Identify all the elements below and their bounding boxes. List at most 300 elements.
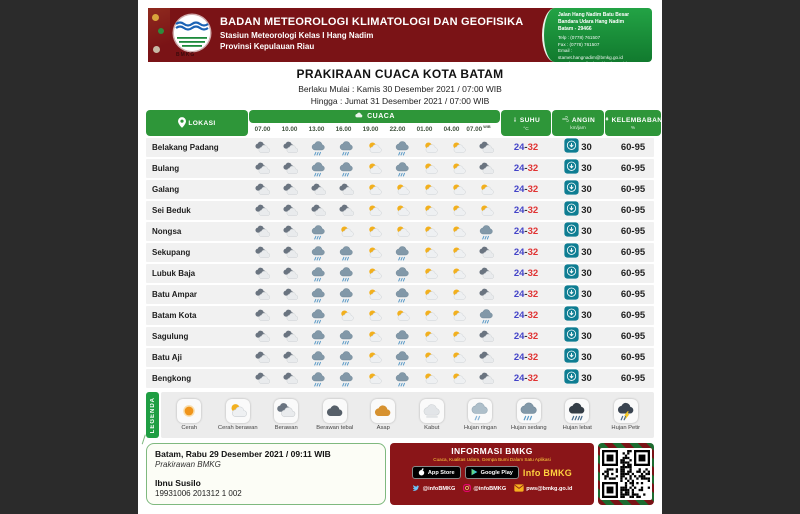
temp-min: 24 [513, 142, 525, 153]
google-play-label: Google Play [480, 469, 513, 476]
hujan-sedang-icon [389, 327, 416, 346]
forecast-row [146, 348, 654, 367]
temperature-range: 24 - 32 [513, 226, 539, 237]
wind-speed: 30 [581, 163, 592, 174]
wind-speed: 30 [581, 331, 592, 342]
footer [146, 443, 654, 505]
column-header-lokasi-label: LOKASI [188, 119, 216, 127]
cerah-berawan-icon [333, 306, 360, 325]
wind-direction-icon [564, 327, 579, 347]
humidity-range: 60-95 [620, 163, 646, 174]
berawan-icon [249, 306, 276, 325]
berawan-icon [277, 222, 304, 241]
hujan-sedang-icon [333, 348, 360, 367]
forecast-row [146, 138, 654, 157]
wind-speed: 30 [581, 268, 592, 279]
time-header-row [249, 123, 500, 136]
location-name: Belakang Padang [152, 143, 219, 152]
social-link-twitter[interactable] [412, 484, 456, 494]
legend-item [312, 399, 358, 431]
forecaster-id: 19931006 201312 1 002 [155, 489, 242, 498]
legend-item [457, 399, 503, 431]
cerah-berawan-icon [445, 306, 472, 325]
wind-direction-icon [564, 306, 579, 326]
temperature-range: 24 - 32 [513, 289, 539, 300]
christmas-decoration [148, 8, 170, 62]
cerah-berawan-icon [417, 159, 444, 178]
legend-items [161, 392, 654, 438]
berawan-icon [305, 180, 332, 199]
berawan-icon [473, 138, 500, 157]
kabut-icon [420, 399, 444, 423]
temp-max: 32 [527, 310, 539, 321]
legend-label: LEGENDA [149, 396, 156, 434]
qr-code-frame [598, 443, 654, 505]
header-banner [148, 8, 652, 66]
cerah-berawan-icon [389, 306, 416, 325]
berawan-tebal-icon [323, 399, 347, 423]
berawan-icon [473, 348, 500, 367]
cerah-berawan-icon [445, 180, 472, 199]
berawan-icon [277, 285, 304, 304]
cerah-berawan-icon [361, 369, 388, 388]
wind-direction-icon [564, 369, 579, 389]
legend-tab [146, 392, 159, 438]
hujan-sedang-icon [473, 222, 500, 241]
temp-max: 32 [527, 142, 539, 153]
wind-cell [552, 285, 604, 304]
wind-direction-icon [564, 264, 579, 284]
cerah-berawan-icon [445, 138, 472, 157]
hujan-sedang-icon [389, 348, 416, 367]
berawan-icon [333, 180, 360, 199]
temperature-range: 24 - 32 [513, 142, 539, 153]
legend-item-label: Hujan lebat [562, 425, 592, 431]
cerah-berawan-icon [389, 180, 416, 199]
kelembaban-unit: % [630, 126, 636, 131]
column-header-lokasi [146, 110, 248, 136]
forecast-table [146, 110, 663, 388]
forecast-row [146, 327, 654, 346]
hujan-sedang-icon [389, 264, 416, 283]
humidity-range: 60-95 [620, 142, 646, 153]
temp-min: 24 [513, 310, 525, 321]
hujan-sedang-icon [333, 327, 360, 346]
social-links [412, 484, 573, 494]
cerah-icon [177, 399, 201, 423]
temperature-range: 24 - 32 [513, 163, 539, 174]
wib-suffix: WIB [482, 125, 491, 130]
droplet-icon [604, 115, 610, 125]
location-name: Galang [152, 185, 180, 194]
berawan-icon [249, 243, 276, 262]
phone-line: Telp : (0778) 761507 [558, 35, 601, 41]
forecast-row [146, 201, 654, 220]
time-label: 19.00 [362, 126, 379, 133]
location-name: Batu Aji [152, 353, 182, 362]
berawan-icon [249, 138, 276, 157]
legend-item [409, 399, 455, 431]
instagram-icon [463, 484, 471, 494]
cerah-berawan-icon [417, 222, 444, 241]
table-body [146, 138, 654, 388]
temp-max: 32 [527, 226, 539, 237]
legend-item [360, 399, 406, 431]
cerah-berawan-icon [417, 327, 444, 346]
forecast-row [146, 285, 654, 304]
wind-speed: 30 [581, 289, 592, 300]
temp-min: 24 [513, 184, 525, 195]
hujan-sedang-icon [305, 369, 332, 388]
hujan-sedang-icon [389, 369, 416, 388]
time-label: 13.00 [308, 126, 325, 133]
berawan-icon [277, 138, 304, 157]
hujan-sedang-icon [333, 138, 360, 157]
column-header-cuaca-label: CUACA [367, 113, 395, 120]
signature-bubble [146, 443, 386, 505]
location-name: Sei Beduk [152, 206, 191, 215]
cerah-berawan-icon [445, 285, 472, 304]
location-name: Batu Ampar [152, 290, 198, 299]
location-name: Lubuk Baja [152, 269, 196, 278]
location-name: Batam Kota [152, 311, 197, 320]
address-line: Bandara Udara Hang Nadim [558, 18, 625, 25]
cerah-berawan-icon [361, 306, 388, 325]
app-store-badge[interactable] [412, 466, 461, 479]
cerah-berawan-icon [361, 222, 388, 241]
hujan-sedang-icon [333, 264, 360, 283]
forecast-row [146, 264, 654, 283]
title-block [146, 67, 654, 106]
social-link-email[interactable] [514, 484, 572, 494]
cerah-berawan-icon [361, 264, 388, 283]
province-subtitle: Provinsi Kepulauan Riau [220, 42, 315, 51]
wind-speed: 30 [581, 184, 592, 195]
berawan-icon [249, 327, 276, 346]
berawan-icon [277, 369, 304, 388]
table-header [146, 110, 663, 136]
berawan-icon [277, 306, 304, 325]
temp-min: 24 [513, 163, 525, 174]
cloud-icon [354, 111, 364, 122]
berawan-icon [473, 327, 500, 346]
berawan-icon [333, 201, 360, 220]
forecaster-name: Ibnu Susilo [155, 478, 201, 488]
hujan-ringan-icon [468, 399, 492, 423]
berawan-icon [249, 222, 276, 241]
cerah-berawan-icon [417, 369, 444, 388]
time-label: 22.00 [389, 126, 406, 133]
hujan-sedang-icon [389, 138, 416, 157]
social-link-instagram[interactable] [463, 484, 506, 494]
legend-item-label: Kabut [424, 425, 440, 431]
location-name: Bulang [152, 164, 180, 173]
issued-datetime: Batam, Rabu 29 Desember 2021 / 09:11 WIB [155, 449, 331, 459]
forecaster-role: Prakirawan BMKG [155, 460, 221, 469]
wind-cell [552, 201, 604, 220]
temperature-range: 24 - 32 [513, 205, 539, 216]
cerah-berawan-icon [389, 222, 416, 241]
hujan-sedang-icon [305, 159, 332, 178]
location-name: Sagulung [152, 332, 189, 341]
time-label: 04.00 [443, 126, 460, 133]
weather-bulletin-sheet [138, 0, 662, 514]
temp-min: 24 [513, 373, 525, 384]
bmkg-logo-label: BMKG [176, 52, 196, 58]
column-header-angin [552, 110, 604, 136]
cerah-berawan-icon [417, 264, 444, 283]
cerah-berawan-icon [417, 138, 444, 157]
wind-cell [552, 348, 604, 367]
cerah-berawan-icon [361, 327, 388, 346]
thermometer-icon [512, 115, 518, 126]
cerah-berawan-icon [417, 285, 444, 304]
berawan-icon [473, 243, 500, 262]
berawan-icon [277, 243, 304, 262]
hujan-sedang-icon [389, 243, 416, 262]
hujan-sedang-icon [389, 159, 416, 178]
forecast-row [146, 369, 654, 388]
location-name: Sekupang [152, 248, 191, 257]
suhu-unit: °C [523, 126, 529, 132]
wind-speed: 30 [581, 247, 592, 258]
google-play-badge[interactable] [465, 466, 519, 479]
legend [146, 392, 654, 438]
email-icon [514, 484, 524, 494]
app-badges [412, 466, 572, 479]
hujan-sedang-icon [389, 285, 416, 304]
temp-max: 32 [527, 352, 539, 363]
legend-item [215, 399, 261, 431]
wind-cell [552, 369, 604, 388]
address-line: Jalan Hang Nadim Batu Besar [558, 12, 630, 18]
cerah-berawan-icon [445, 327, 472, 346]
location-name: Nongsa [152, 227, 182, 236]
temp-max: 32 [527, 247, 539, 258]
berawan-icon [249, 159, 276, 178]
wind-cell [552, 264, 604, 283]
temperature-range: 24 - 32 [513, 352, 539, 363]
humidity-range: 60-95 [620, 247, 646, 258]
legend-item-label: Berawan [274, 425, 298, 431]
cerah-berawan-icon [445, 159, 472, 178]
temperature-range: 24 - 32 [513, 310, 539, 321]
legend-item [506, 399, 552, 431]
informasi-bmkg-box [390, 443, 594, 505]
angin-unit: km/jam [570, 126, 586, 131]
hujan-lebat-icon [565, 399, 589, 423]
wind-cell [552, 222, 604, 241]
cerah-berawan-icon [445, 369, 472, 388]
berawan-icon [274, 399, 298, 423]
info-subtitle: Cuaca, Kualitas Udara, Gempa Bumi Dalam Satu Aplikasi [433, 457, 551, 462]
forecast-row [146, 243, 654, 262]
forecast-row [146, 222, 654, 241]
station-subtitle: Stasiun Meteorologi Kelas I Hang Nadim [220, 30, 374, 40]
temp-min: 24 [513, 226, 525, 237]
temperature-range: 24 - 32 [513, 373, 539, 384]
berawan-icon [277, 201, 304, 220]
legend-item-label: Cerah [181, 425, 198, 431]
info-bmkg-app-name: Info BMKG [522, 467, 573, 478]
hujan-sedang-icon [305, 285, 332, 304]
legend-item [554, 399, 600, 431]
wind-direction-icon [564, 159, 579, 179]
humidity-range: 60-95 [620, 373, 646, 384]
hujan-sedang-icon [305, 306, 332, 325]
social-handle: @infoBMKG [473, 486, 507, 492]
forecast-row [146, 306, 654, 325]
humidity-range: 60-95 [620, 352, 646, 363]
ornament-icon [158, 28, 164, 34]
berawan-icon [277, 348, 304, 367]
column-header-suhu-label: SUHU [519, 116, 541, 124]
wind-direction-icon [564, 180, 579, 200]
time-label: 10.00 [281, 126, 298, 133]
berawan-icon [277, 327, 304, 346]
hujan-sedang-icon [305, 264, 332, 283]
time-label: 07.00 [254, 126, 271, 133]
temp-max: 32 [527, 205, 539, 216]
berawan-icon [305, 201, 332, 220]
agency-title: BADAN METEOROLOGI KLIMATOLOGI DAN GEOFISIKA [220, 16, 524, 28]
legend-item [166, 399, 212, 431]
cerah-berawan-icon [226, 399, 250, 423]
temperature-range: 24 - 32 [513, 268, 539, 279]
temp-min: 24 [513, 268, 525, 279]
location-name: Bengkong [152, 374, 192, 383]
contact-card [542, 8, 652, 66]
wind-direction-icon [564, 201, 579, 221]
google-play-icon [471, 468, 478, 478]
wind-direction-icon [564, 285, 579, 305]
temp-min: 24 [513, 247, 525, 258]
wind-direction-icon [564, 222, 579, 242]
page-title: PRAKIRAAN CUACA KOTA BATAM [296, 67, 504, 81]
twitter-icon [412, 484, 421, 494]
ornament-icon [152, 14, 159, 21]
hujan-sedang-icon [333, 243, 360, 262]
cerah-berawan-icon [389, 201, 416, 220]
legend-item-label: Asap [376, 425, 390, 431]
time-label: 16.00 [335, 126, 352, 133]
legend-item [603, 399, 649, 431]
wind-speed: 30 [581, 352, 592, 363]
humidity-range: 60-95 [620, 226, 646, 237]
cuaca-header-group [249, 110, 500, 136]
info-title: INFORMASI BMKG [451, 446, 533, 456]
cerah-berawan-icon [361, 180, 388, 199]
cerah-berawan-icon [417, 180, 444, 199]
ornament-icon [153, 46, 160, 53]
wind-speed: 30 [581, 226, 592, 237]
cerah-berawan-icon [361, 138, 388, 157]
bmkg-logo-icon [174, 15, 210, 51]
hujan-sedang-icon [305, 327, 332, 346]
wind-direction-icon [564, 243, 579, 263]
berawan-icon [249, 201, 276, 220]
column-header-kelembaban [605, 110, 661, 136]
hujan-sedang-icon [305, 243, 332, 262]
hujan-sedang-icon [473, 306, 500, 325]
wind-cell [552, 180, 604, 199]
cerah-berawan-icon [417, 306, 444, 325]
column-header-angin-label: ANGIN [571, 116, 596, 124]
temperature-range: 24 - 32 [513, 331, 539, 342]
temp-max: 32 [527, 373, 539, 384]
wind-speed: 30 [581, 310, 592, 321]
hujan-sedang-icon [305, 222, 332, 241]
cerah-berawan-icon [417, 243, 444, 262]
cerah-berawan-icon [473, 201, 500, 220]
wind-direction-icon [564, 138, 579, 158]
hujan-sedang-icon [333, 285, 360, 304]
humidity-range: 60-95 [620, 289, 646, 300]
legend-item-label: Hujan ringan [463, 425, 497, 431]
berawan-icon [473, 264, 500, 283]
wind-speed: 30 [581, 142, 592, 153]
humidity-range: 60-95 [620, 205, 646, 216]
temperature-range: 24 - 32 [513, 247, 539, 258]
temp-max: 32 [527, 163, 539, 174]
temp-max: 32 [527, 331, 539, 342]
wind-speed: 30 [581, 205, 592, 216]
legend-item-label: Cerah berawan [217, 425, 258, 431]
humidity-range: 60-95 [620, 184, 646, 195]
hujan-sedang-icon [333, 369, 360, 388]
qr-code [600, 448, 652, 500]
hujan-sedang-icon [305, 138, 332, 157]
humidity-range: 60-95 [620, 331, 646, 342]
berawan-icon [249, 369, 276, 388]
cerah-berawan-icon [417, 201, 444, 220]
cerah-berawan-icon [445, 243, 472, 262]
app-store-label: App Store [427, 469, 455, 476]
berawan-icon [277, 180, 304, 199]
hujan-sedang-icon [305, 348, 332, 367]
temperature-range: 24 - 32 [513, 184, 539, 195]
legend-item-label: Hujan sedang [510, 425, 547, 431]
temp-max: 32 [527, 268, 539, 279]
temp-min: 24 [513, 331, 525, 342]
wind-cell [552, 243, 604, 262]
berawan-icon [473, 285, 500, 304]
location-pin-icon [178, 117, 186, 130]
temp-min: 24 [513, 352, 525, 363]
cerah-berawan-icon [445, 222, 472, 241]
header-text-block [220, 16, 523, 51]
asap-icon [371, 399, 395, 423]
legend-item [263, 399, 309, 431]
cerah-berawan-icon [361, 285, 388, 304]
temp-min: 24 [513, 205, 525, 216]
wind-swirl-icon [561, 115, 570, 125]
email-address: stamet.hangnadim@bmkg.go.id [558, 54, 623, 60]
time-label: 07.00 $^{WIB}$ [466, 125, 491, 134]
wind-cell [552, 306, 604, 325]
wind-cell [552, 159, 604, 178]
fax-line: Fax : (0778) 761507 [558, 41, 600, 47]
cerah-berawan-icon [361, 201, 388, 220]
berawan-icon [473, 159, 500, 178]
hujan-petir-icon [614, 399, 638, 423]
wind-direction-icon [564, 348, 579, 368]
cerah-berawan-icon [361, 243, 388, 262]
legend-item-label: Berawan tebal [316, 425, 354, 431]
cerah-berawan-icon [445, 264, 472, 283]
column-header-kelembaban-label: KELEMBABAN [611, 116, 663, 124]
berawan-icon [249, 180, 276, 199]
